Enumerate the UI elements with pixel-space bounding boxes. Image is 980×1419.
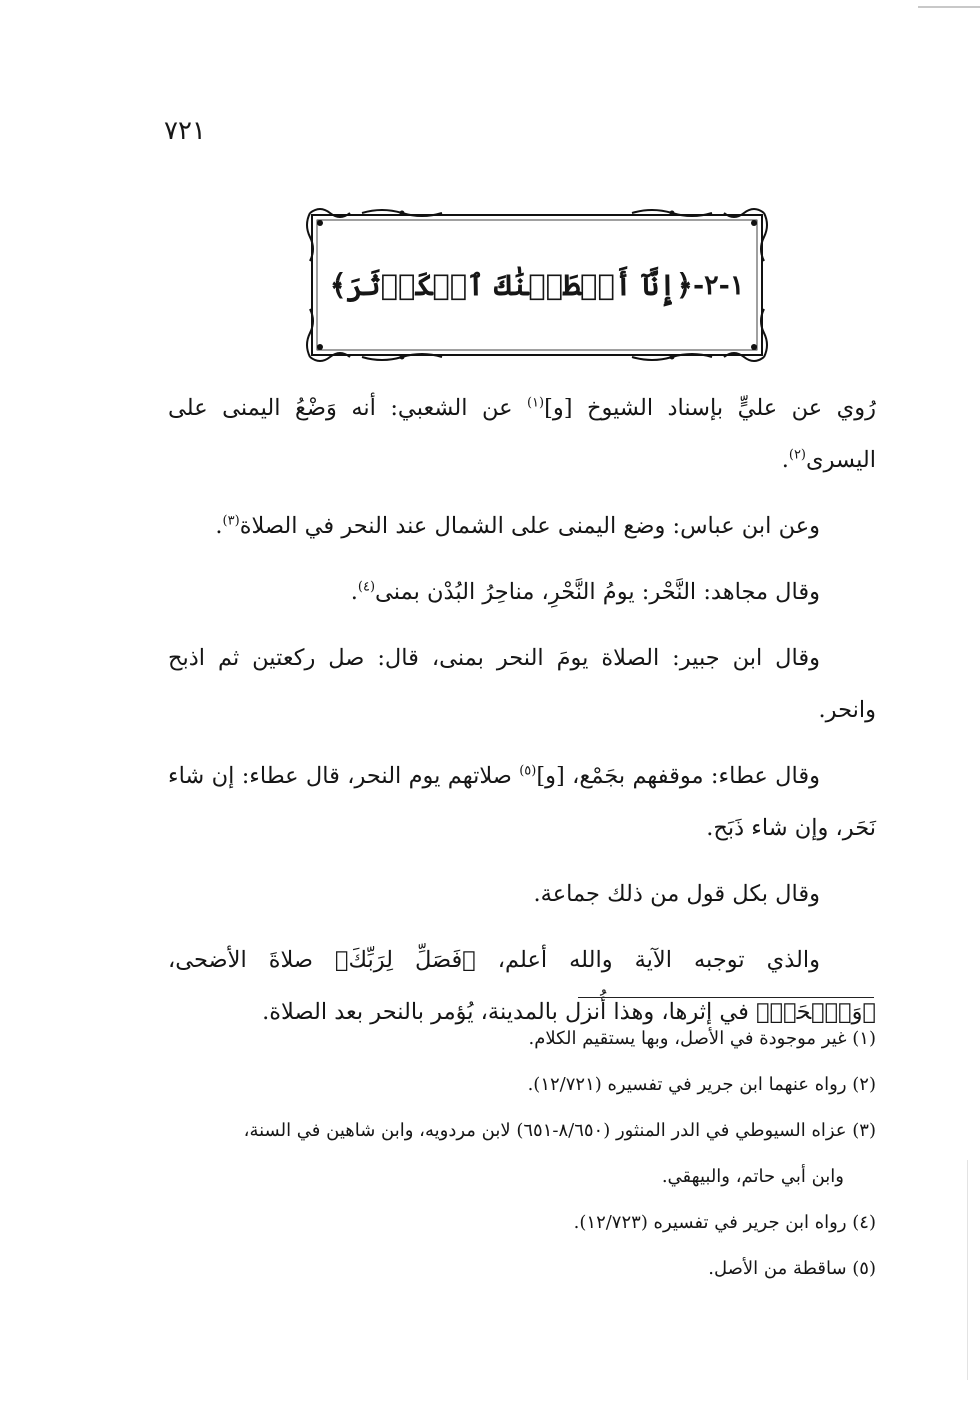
paragraph-1-end: .: [781, 447, 789, 473]
paragraph-1-text-b: عن الشعبي: أنه وَضْعُ اليمنى على اليسرى: [168, 395, 876, 473]
paragraph-3: [168, 566, 876, 618]
paragraph-6-text: وقال بكل قول من ذلك جماعة.: [533, 881, 820, 907]
footnote-ref-3: (٣): [222, 513, 240, 529]
paragraph-3-text: وقال مجاهد: النَّحْر: يومُ النَّحْرِ، مناحِرُ البُدْن بمنى: [375, 579, 820, 605]
heading-verse: ﴿إِنَّآ أَعۡطَيۡنَٰكَ ٱلۡكَوۡثَرَ﴾: [329, 268, 693, 302]
paragraph-1-text-a: رُوي عن عليٍّ بإسناد الشيوخ [و]: [544, 395, 876, 421]
footnote-2: (٢) رواه عنهما ابن جرير في تفسيره (١٢/٧٢١).: [527, 1074, 876, 1095]
scan-margin-line: [967, 1160, 968, 1380]
paragraph-4-text: وقال ابن جبير: الصلاة يومَ النحر بمنى، قال: صل ركعتين ثم اذبح وانحر.: [168, 645, 876, 723]
heading-number: ١-٢-: [692, 269, 745, 301]
heading-frame: [302, 205, 772, 365]
footnote-4: (٤) رواه ابن جرير في تفسيره (١٢/٧٢٣).: [573, 1212, 876, 1233]
paragraph-7-text: والذي توجبه الآية والله أعلم، ﴿فَصَلِّ لِرَبِّكَ﴾ صلاةَ الأضحى، ﴿وَٱنۡحَرۡ﴾ في إثرها، وهذا أُنزل بالمدينة، يُؤمر بالنحر بعد الصلاة.: [168, 947, 876, 1025]
paragraph-1: [168, 382, 876, 486]
footnote-ref-4: (٤): [357, 579, 376, 595]
paragraph-2: [168, 500, 876, 552]
section-heading: [302, 205, 772, 365]
paragraph-2-text: وعن ابن عباس: وضع اليمنى على الشمال عند النحر في الصلاة: [239, 513, 820, 539]
paragraph-5: [168, 750, 876, 854]
top-edge-rule: [918, 6, 980, 8]
paragraph-2-end: .: [215, 513, 223, 539]
footnote-ref-2: (٢): [788, 447, 806, 463]
paragraph-4: [168, 632, 876, 736]
footnotes: [168, 1016, 876, 1292]
page-number: ٧٢١: [164, 116, 206, 146]
footnote-3: (٣) عزاه السيوطي في الدر المنثور (٨/٦٥٠-٦٥١) لابن مردويه، وابن شاهين في السنة،: [243, 1120, 876, 1141]
footnote-5: (٥) ساقطة من الأصل.: [708, 1258, 876, 1279]
footnote-ref-1: (١): [526, 395, 545, 411]
main-text: [168, 382, 876, 1052]
paragraph-6: [168, 868, 876, 920]
footnote-ref-5: (٥): [519, 763, 537, 779]
paragraph-3-end: .: [350, 579, 358, 605]
paragraph-5-text-b: صلاتهم يوم النحر، قال عطاء: إن شاء نَحَر، وإن شاء ذَبَح.: [168, 763, 876, 841]
footnote-3-continuation: وابن أبي حاتم، والبيهقي.: [661, 1166, 844, 1187]
paragraph-5-text-a: وقال عطاء: موقفهم بجَمْع، [و]: [536, 763, 820, 789]
footnote-1: (١) غير موجودة في الأصل، وبها يستقيم الكلام.: [528, 1028, 876, 1049]
footnote-separator: [578, 997, 874, 998]
